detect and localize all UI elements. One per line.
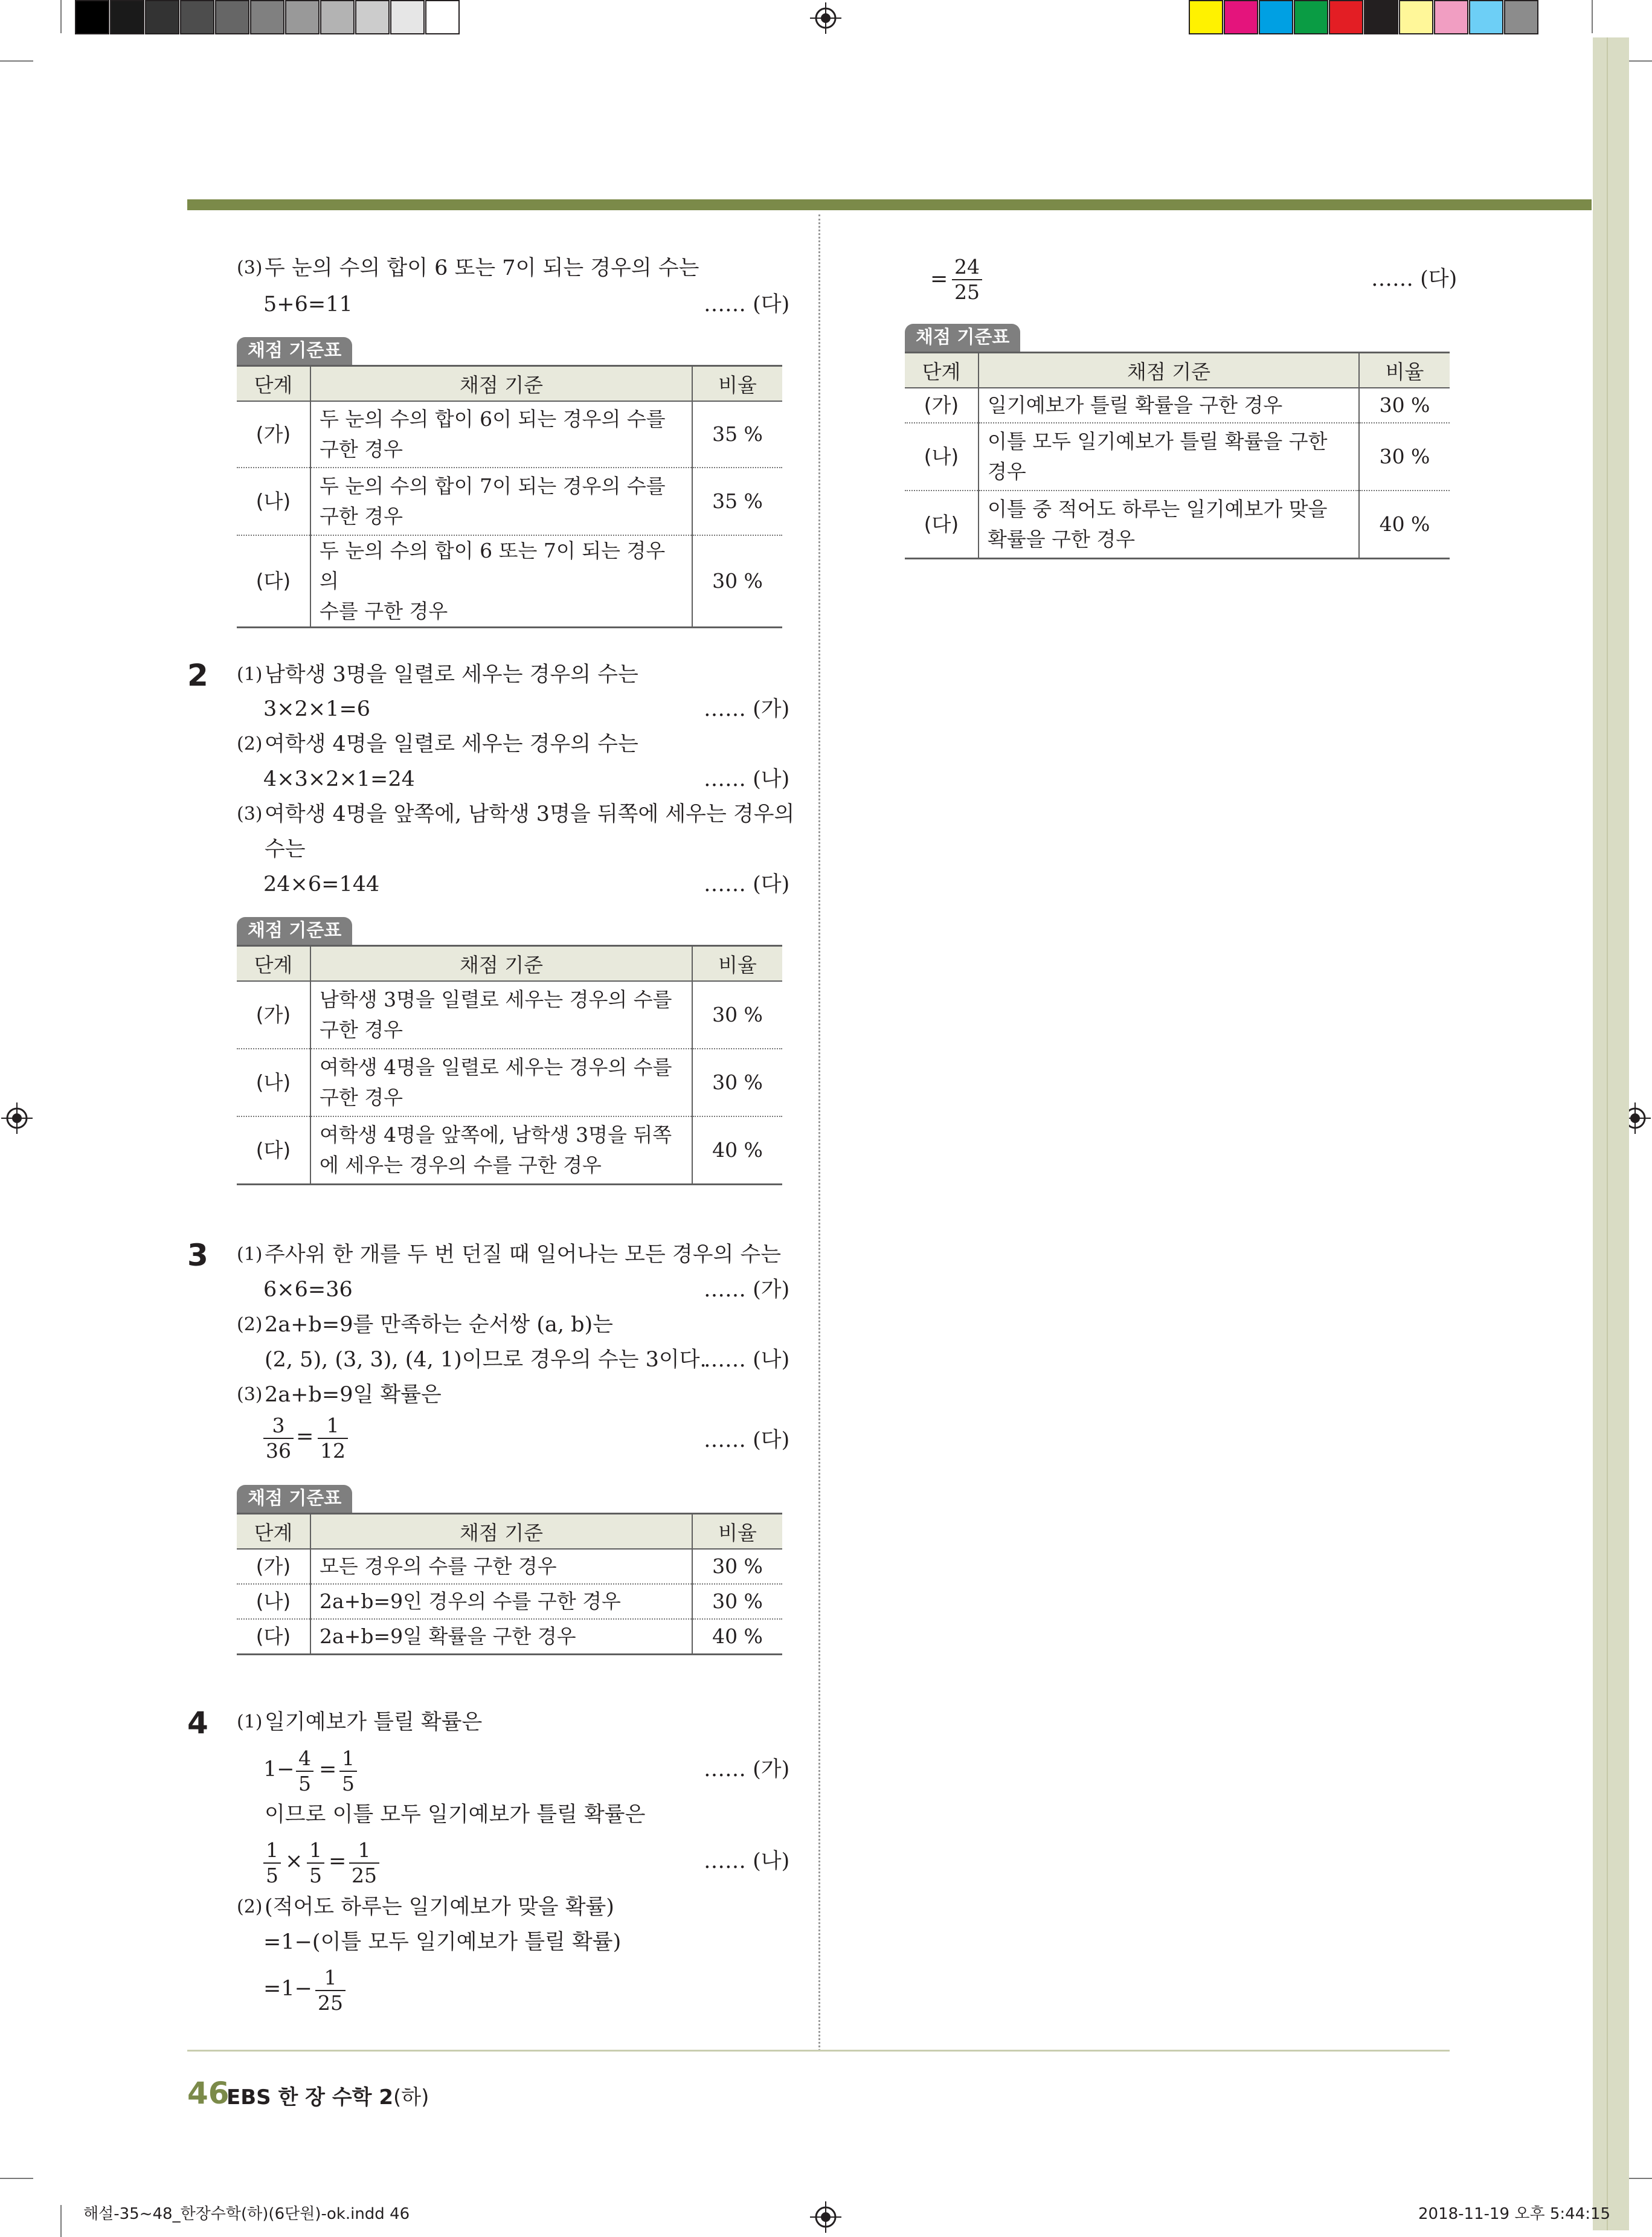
- gray-swatch: [75, 0, 109, 34]
- numerator: 1: [266, 1838, 278, 1862]
- ratio-cell: 35 %: [692, 401, 782, 468]
- fraction: [315, 1967, 346, 2014]
- color-swatch: [1364, 0, 1398, 34]
- numerator: 1: [358, 1838, 371, 1862]
- rubric-tag: 채점 기준표: [905, 324, 1020, 352]
- header-stage: 단계: [237, 366, 310, 402]
- solution-text: (적어도 하루는 일기예보가 맞을 확률): [265, 1895, 614, 1919]
- fraction: [263, 1839, 281, 1887]
- ratio-cell: 30 %: [692, 1549, 782, 1584]
- fraction: [349, 1839, 379, 1887]
- equals-sign: =: [319, 1757, 337, 1782]
- stage-cell: (나): [905, 423, 979, 491]
- registration-mark-icon: [810, 2201, 841, 2233]
- denominator: 12: [320, 1439, 346, 1463]
- crop-mark: [0, 60, 33, 62]
- ratio-cell: 30 %: [1359, 388, 1450, 423]
- slug-datetime: 2018-11-19 오후 5:44:15: [1418, 2205, 1611, 2223]
- criteria-line: 이틀 중 적어도 하루는 일기예보가 맞을: [988, 497, 1328, 521]
- solution-text: 일기예보가 틀릴 확률은: [265, 1710, 483, 1734]
- header-rule: [187, 199, 1592, 210]
- step-marker: …… (다): [1371, 267, 1458, 291]
- stage-cell: (다): [905, 491, 979, 558]
- criteria-cell: [310, 1049, 692, 1116]
- rubric-table: [237, 945, 782, 1185]
- gray-swatch: [215, 0, 249, 34]
- color-swatch: [1224, 0, 1258, 34]
- gray-swatch: [320, 0, 355, 34]
- gray-swatch: [250, 0, 284, 34]
- stage-cell: (다): [237, 1619, 310, 1654]
- header-criteria: 채점 기준: [979, 353, 1359, 388]
- rubric-table: [905, 352, 1450, 559]
- denominator: 5: [298, 1772, 311, 1795]
- criteria-line: 확률을 구한 경우: [988, 527, 1136, 551]
- expression-prefix: =1−: [263, 1977, 312, 2001]
- step-marker: …… (다): [704, 292, 790, 317]
- gray-swatch: [425, 0, 460, 34]
- rubric-tag: 채점 기준표: [237, 337, 352, 365]
- ratio-cell: 30 %: [692, 535, 782, 628]
- solution-text: 여학생 4명을 일렬로 세우는 경우의 수는: [265, 732, 638, 756]
- numerator: 24: [954, 255, 980, 278]
- criteria-line: 이틀 모두 일기예보가 틀릴 확률을 구한: [988, 430, 1328, 453]
- book-title: [227, 2081, 429, 2110]
- stage-cell: (나): [237, 1049, 310, 1116]
- ratio-cell: 40 %: [692, 1116, 782, 1184]
- header-ratio: 비율: [692, 946, 782, 982]
- denominator: 25: [318, 1991, 343, 2015]
- times-sign: ×: [285, 1849, 303, 1873]
- rubric-tag: 채점 기준표: [237, 917, 352, 945]
- color-swatch: [1434, 0, 1468, 34]
- criteria-line: 수를 구한 경우: [320, 599, 448, 623]
- header-criteria: 채점 기준: [310, 1514, 692, 1550]
- step-marker: …… (나): [704, 1849, 790, 1873]
- page-side-tab: [1593, 37, 1629, 2230]
- numerator: 4: [298, 1746, 311, 1770]
- calc-line: 24×6=144: [263, 872, 380, 896]
- part-label: (2): [237, 1314, 263, 1335]
- ratio-cell: 30 %: [692, 1584, 782, 1619]
- page-number: 46: [187, 2076, 230, 2111]
- stage-cell: (다): [237, 535, 310, 628]
- part-label: (3): [237, 803, 263, 825]
- gray-swatch: [180, 0, 214, 34]
- criteria-line: 남학생 3명을 일렬로 세우는 경우의 수를: [320, 988, 672, 1011]
- ratio-cell: 30 %: [692, 981, 782, 1049]
- criteria-line: 구한 경우: [320, 504, 403, 528]
- header-stage: 단계: [237, 1514, 310, 1550]
- solution-text: 여학생 4명을 앞쪽에, 남학생 3명을 뒤쪽에 세우는 경우의: [265, 802, 795, 826]
- ratio-cell: 40 %: [692, 1619, 782, 1654]
- criteria-cell: [310, 981, 692, 1049]
- step-marker: …… (가): [704, 697, 790, 721]
- stage-cell: (가): [905, 388, 979, 423]
- equals-sign: =: [329, 1849, 347, 1873]
- criteria-cell: [310, 535, 692, 628]
- denominator: 5: [342, 1772, 355, 1795]
- color-swatch: [1189, 0, 1223, 34]
- side-tab-rule: [1607, 37, 1608, 2230]
- criteria-cell: 2a+b=9인 경우의 수를 구한 경우: [310, 1584, 692, 1619]
- ratio-cell: 30 %: [1359, 423, 1450, 491]
- part-label: (1): [237, 664, 263, 685]
- book-title-suffix: (하): [393, 2085, 429, 2110]
- solution-text: 수는: [265, 837, 306, 861]
- criteria-line: 두 눈의 수의 합이 7이 되는 경우의 수를: [320, 474, 666, 498]
- ratio-cell: 35 %: [692, 468, 782, 535]
- rubric-tag: 채점 기준표: [237, 1485, 352, 1513]
- step-marker: …… (다): [704, 1428, 790, 1452]
- stage-cell: (다): [237, 1116, 310, 1184]
- color-swatch: [1469, 0, 1503, 34]
- part-label: (3): [237, 257, 263, 278]
- part-label: (1): [237, 1244, 263, 1265]
- header-criteria: 채점 기준: [310, 366, 692, 402]
- column-divider: [818, 214, 820, 2051]
- criteria-line: 구한 경우: [320, 1018, 403, 1041]
- problem-number: 3: [187, 1238, 208, 1273]
- stage-cell: (가): [237, 401, 310, 468]
- fraction: [296, 1748, 313, 1795]
- expression-prefix: 1−: [263, 1757, 295, 1782]
- header-stage: 단계: [237, 946, 310, 982]
- gray-swatch: [355, 0, 390, 34]
- stage-cell: (가): [237, 1549, 310, 1584]
- step-marker: …… (가): [704, 1757, 790, 1782]
- gray-swatch: [390, 0, 425, 34]
- denominator: 5: [266, 1864, 278, 1887]
- footer-rule: [187, 2050, 1450, 2052]
- gray-swatch: [285, 0, 320, 34]
- color-swatch: [1259, 0, 1293, 34]
- solution-text: (2, 5), (3, 3), (4, 1)이므로 경우의 수는 3이다.: [265, 1348, 707, 1372]
- criteria-line: 여학생 4명을 일렬로 세우는 경우의 수를: [320, 1055, 672, 1079]
- step-marker: …… (나): [704, 1348, 790, 1372]
- denominator: 25: [352, 1864, 377, 1887]
- numerator: 1: [324, 1966, 337, 1989]
- crop-mark: [60, 0, 62, 33]
- denominator: 25: [954, 280, 980, 304]
- fraction: [307, 1839, 324, 1887]
- fraction: [318, 1415, 348, 1462]
- part-label: (3): [237, 1384, 263, 1405]
- criteria-cell: [310, 468, 692, 535]
- equals-sign: =: [930, 267, 948, 291]
- calc-line: 4×3×2×1=24: [263, 767, 415, 791]
- solution-text: 주사위 한 개를 두 번 던질 때 일어나는 모든 경우의 수는: [265, 1243, 782, 1267]
- ratio-cell: 30 %: [692, 1049, 782, 1116]
- problem-number: 2: [187, 658, 208, 693]
- stage-cell: (나): [237, 468, 310, 535]
- header-ratio: 비율: [692, 366, 782, 402]
- fraction: [952, 256, 982, 303]
- criteria-line: 경우: [988, 460, 1026, 483]
- stage-cell: (나): [237, 1584, 310, 1619]
- numerator: 1: [309, 1838, 322, 1862]
- numerator: 1: [342, 1746, 355, 1770]
- slug-file-name: 해설-35~48_한장수학(하)(6단원)-ok.indd 46: [83, 2205, 410, 2223]
- calc-line: 3×2×1=6: [263, 697, 371, 721]
- calc-line: 5+6=11: [263, 292, 353, 317]
- crop-mark: [0, 2178, 33, 2179]
- solution-text: 이므로 이틀 모두 일기예보가 틀릴 확률은: [265, 1803, 646, 1827]
- color-swatch: [1329, 0, 1363, 34]
- solution-text: =1−(이틀 모두 일기예보가 틀릴 확률): [263, 1930, 622, 1954]
- ratio-cell: 40 %: [1359, 491, 1450, 558]
- step-marker: …… (나): [704, 767, 790, 791]
- crop-mark: [1592, 0, 1593, 33]
- denominator: 36: [266, 1439, 291, 1463]
- problem-number: 4: [187, 1705, 208, 1740]
- solution-text: 두 눈의 수의 합이 6 또는 7이 되는 경우의 수는: [265, 256, 699, 280]
- criteria-cell: 일기예보가 틀릴 확률을 구한 경우: [979, 388, 1359, 423]
- book-title-main: EBS 한 장 수학 2: [227, 2085, 394, 2110]
- numerator: 1: [326, 1414, 339, 1437]
- criteria-line: 여학생 4명을 앞쪽에, 남학생 3명을 뒤쪽: [320, 1122, 672, 1147]
- part-label: (2): [237, 733, 263, 755]
- registration-mark-icon: [810, 2, 841, 34]
- fraction: [339, 1748, 357, 1795]
- fraction: [263, 1415, 294, 1462]
- part-label: (1): [237, 1711, 263, 1733]
- criteria-line: 구한 경우: [320, 1086, 403, 1109]
- step-marker: …… (가): [704, 1278, 790, 1302]
- stage-cell: (가): [237, 981, 310, 1049]
- gray-swatch: [145, 0, 179, 34]
- criteria-cell: 2a+b=9일 확률을 구한 경우: [310, 1619, 692, 1654]
- color-swatch: [1504, 0, 1538, 34]
- part-label: (2): [237, 1896, 263, 1917]
- criteria-cell: 모든 경우의 수를 구한 경우: [310, 1549, 692, 1584]
- header-stage: 단계: [905, 353, 979, 388]
- step-marker: …… (다): [704, 872, 790, 896]
- criteria-line: 두 눈의 수의 합이 6 또는 7이 되는 경우의: [320, 539, 666, 593]
- criteria-cell: [310, 1116, 692, 1184]
- equals-sign: =: [296, 1424, 314, 1449]
- calc-line: 6×6=36: [263, 1278, 353, 1302]
- criteria-cell: [979, 491, 1359, 558]
- crop-mark: [60, 2205, 62, 2237]
- solution-text: 2a+b=9일 확률은: [265, 1383, 442, 1407]
- header-ratio: 비율: [1359, 353, 1450, 388]
- solution-text: 남학생 3명을 일렬로 세우는 경우의 수는: [265, 663, 638, 687]
- criteria-cell: [979, 423, 1359, 491]
- solution-text: 2a+b=9를 만족하는 순서쌍 (a, b)는: [265, 1313, 613, 1337]
- criteria-cell: [310, 401, 692, 468]
- header-ratio: 비율: [692, 1514, 782, 1550]
- numerator: 3: [272, 1414, 285, 1437]
- rubric-table: [237, 1513, 782, 1655]
- criteria-line: 두 눈의 수의 합이 6이 되는 경우의 수를: [320, 407, 666, 431]
- denominator: 5: [309, 1864, 322, 1887]
- registration-mark-icon: [1, 1102, 33, 1134]
- criteria-line: 에 세우는 경우의 수를 구한 경우: [320, 1153, 602, 1177]
- color-swatch: [1294, 0, 1328, 34]
- color-swatch: [1399, 0, 1433, 34]
- rubric-table: [237, 365, 782, 628]
- criteria-line: 구한 경우: [320, 437, 403, 461]
- header-criteria: 채점 기준: [310, 946, 692, 982]
- gray-swatch: [110, 0, 144, 34]
